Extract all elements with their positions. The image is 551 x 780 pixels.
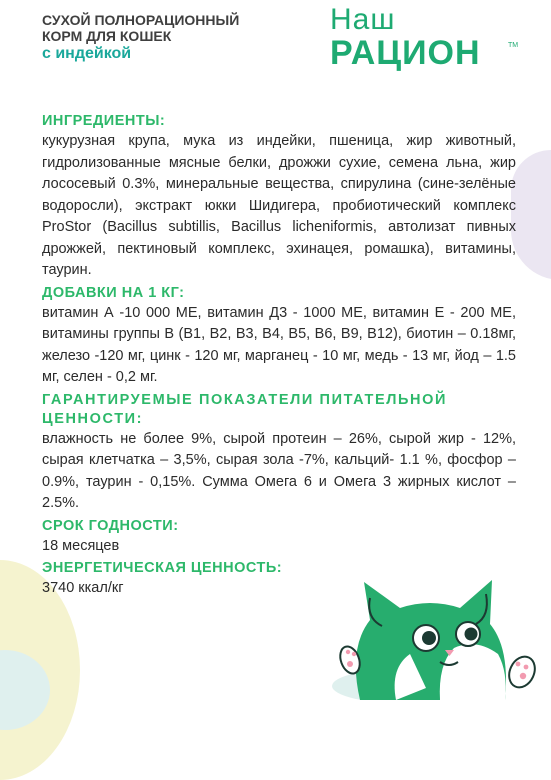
product-type-line1: СУХОЙ ПОЛНОРАЦИОННЫЙ <box>42 12 240 28</box>
product-type-line2: КОРМ ДЛЯ КОШЕК <box>42 28 172 44</box>
decorative-lilac-shape <box>511 150 551 280</box>
additives-text: витамин А -10 000 МЕ, витамин Д3 - 1000 МЕ, витамин Е - 200 МЕ, витамины группы В (В1, В2, В3, В4, В5, В6, В9, В12), биотин – 0.18мг, железо -120 мг, цинк - 120 мг, марганец - 10 мг, медь - 13 мг, йод – 1.5 мг, селен - 0,2 мг. <box>42 304 516 385</box>
trademark-mark: TM <box>508 42 519 49</box>
ingredients-text: кукурузная крупа, мука из индейки, пшеница, жир животный, гидролизованные мясные белки, дрожжи сухие, семена льна, жир лососевый 0.3%, минеральные вещества, спирулина (сине-зелёные водоросли), экстракт юкки Шидигера, пробиотический комплекс ProStor (Bacillus subtillis, Bacillus licheniformis, автолизат пивных дрожжей, пектиновый комплекс, эхинацея, ромашка), витамины, таурин. <box>42 133 516 278</box>
product-flavor: с индейкой <box>42 45 132 62</box>
energy-value-heading: ЭНЕРГЕТИЧЕСКАЯ ЦЕННОСТЬ: <box>42 560 283 576</box>
shelf-life-text: 18 месяцев <box>42 537 120 554</box>
guaranteed-analysis-heading: ГАРАНТИРУЕМЫЕ ПОКАЗАТЕЛИ ПИТАТЕЛЬНОЙ ЦЕННОСТИ: <box>42 391 447 427</box>
product-header <box>42 12 239 63</box>
brand-logo <box>330 3 519 72</box>
brand-word-1: Наш <box>330 3 396 36</box>
energy-value-text: 3740 ккал/кг <box>42 580 124 596</box>
cat-illustration <box>330 568 551 700</box>
composition-panel <box>42 112 516 600</box>
additives-heading: ДОБАВКИ НА 1 КГ: <box>42 284 185 301</box>
ingredients-heading: ИНГРЕДИЕНТЫ: <box>42 113 166 129</box>
guaranteed-analysis-text: влажность не более 9%, сырой протеин – 26%, сырой жир - 12%, сырая клетчатка – 3,5%, сырая зола -7%, кальций- 1.1 %, фосфор – 0.9%, таурин - 0,15%. Сумма Омега 6 и Омега 3 жирных кислот – 2.5%. <box>42 430 516 511</box>
brand-word-2: РАЦИОН <box>330 34 481 72</box>
shelf-life-heading: СРОК ГОДНОСТИ: <box>42 517 179 534</box>
